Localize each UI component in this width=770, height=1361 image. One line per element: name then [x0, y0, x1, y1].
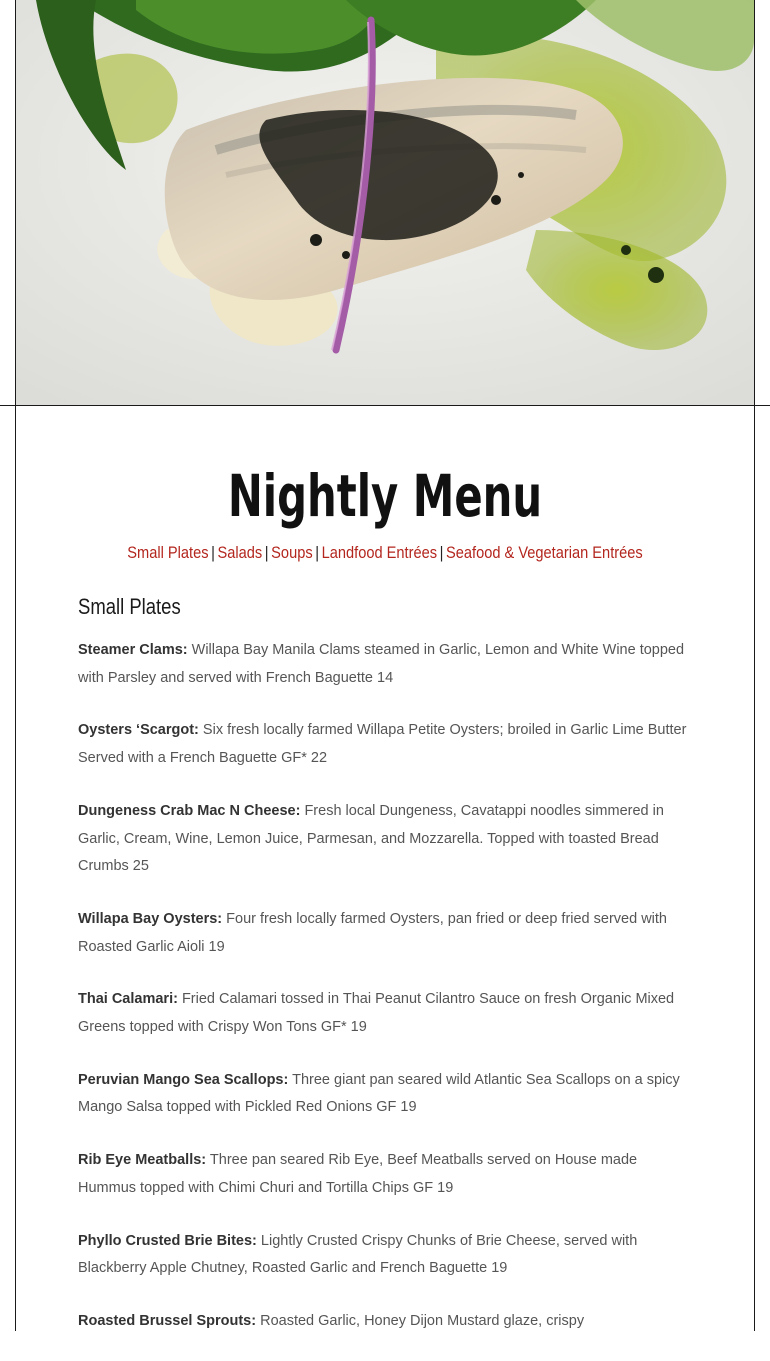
section-heading-small-plates: Small Plates — [78, 594, 181, 619]
menu-item-name: Steamer Clams: — [78, 642, 188, 658]
nav-link-salads[interactable]: Salads — [217, 543, 263, 562]
menu-item — [78, 798, 692, 881]
nav-link-soups[interactable]: Soups — [271, 543, 313, 562]
menu-item-name: Dungeness Crab Mac N Cheese: — [78, 802, 301, 819]
frame-right-border — [754, 0, 755, 1331]
menu-item — [78, 637, 692, 692]
menu-item — [78, 1228, 692, 1283]
nav-separator: | — [439, 543, 444, 562]
menu-item-name: Roasted Brussel Sprouts: — [78, 1312, 257, 1329]
nav-link-small-plates[interactable]: Small Plates — [127, 543, 209, 562]
menu-item-description: Three pan seared Rib Eye, Beef Meatballs served on House made Hummus topped with Chimi Churi and Tortilla Chips GF 19 — [78, 1152, 638, 1196]
menu-item-description: Fried Calamari tossed in Thai Peanut Cilantro Sauce on fresh Organic Mixed Greens topped with Crispy Won Tons GF* 19 — [78, 991, 675, 1036]
nav-separator: | — [315, 543, 320, 562]
menu-item — [78, 1067, 692, 1122]
category-nav — [121, 541, 649, 565]
nav-separator: | — [264, 543, 269, 562]
menu-item — [78, 986, 692, 1041]
menu-item-description: Fresh local Dungeness, Cavatappi noodles simmered in Garlic, Cream, Wine, Lemon Juice, Parmesan, and Mozzarella. Topped with toasted Bread Crumbs 25 — [78, 802, 664, 875]
nav-link-landfood-entrees[interactable]: Landfood Entrées — [321, 543, 438, 562]
menu-item-name: Thai Calamari: — [78, 991, 178, 1008]
menu-item-name: Peruvian Mango Sea Scallops: — [78, 1071, 289, 1088]
menu-item — [78, 717, 692, 772]
menu-item-name: Oysters ‘Scargot: — [78, 722, 199, 739]
menu-item-list — [78, 637, 692, 1336]
menu-item — [78, 906, 692, 961]
menu-item-name: Willapa Bay Oysters: — [78, 910, 223, 927]
menu-item-description: Roasted Garlic, Honey Dijon Mustard glaze, crispy — [260, 1312, 585, 1329]
menu-item-description: Four fresh locally farmed Oysters, pan fried or deep fried served with Roasted Garlic Aioli 19 — [78, 910, 667, 955]
menu-item-name: Phyllo Crusted Brie Bites: — [78, 1232, 257, 1249]
menu-item-description: Three giant pan seared wild Atlantic Sea Scallops on a spicy Mango Salsa topped with Pickled Red Onions GF 19 — [78, 1071, 680, 1116]
page-title: Nightly Menu — [227, 462, 543, 530]
nav-link-seafood-vegetarian-entrees[interactable]: Seafood & Vegetarian Entrées — [445, 543, 643, 562]
hero-image — [16, 0, 754, 405]
nav-separator: | — [211, 543, 215, 562]
menu-item-description: Lightly Crusted Crispy Chunks of Brie Cheese, served with Blackberry Apple Chutney, Roasted Garlic and French Baguette 19 — [78, 1232, 638, 1277]
menu-item-description: Six fresh locally farmed Willapa Petite Oysters; broiled in Garlic Lime Butter Served with a French Baguette GF* 22 — [78, 722, 687, 767]
menu-item-name: Rib Eye Meatballs: — [78, 1152, 207, 1169]
menu-item — [78, 1147, 692, 1202]
menu-item — [78, 1308, 692, 1336]
menu-item-description: Willapa Bay Manila Clams steamed in Garlic, Lemon and White Wine topped with Parsley and served with French Baguette 14 — [78, 642, 685, 686]
plated-fish-dish-icon — [16, 0, 754, 405]
menu-content — [78, 406, 692, 1361]
